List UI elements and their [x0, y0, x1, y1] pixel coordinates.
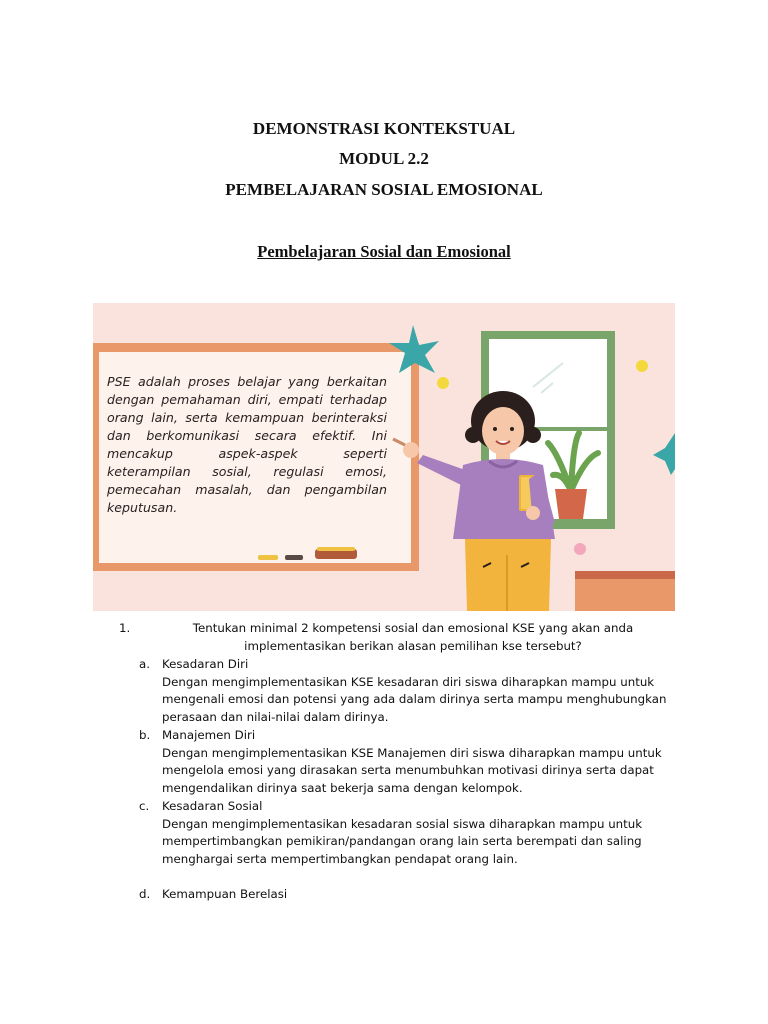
section-subtitle: Pembelajaran Sosial dan Emosional	[257, 242, 511, 261]
document-title-line-3: PEMBELAJARAN SOSIAL EMOSIONAL	[225, 180, 543, 199]
pse-illustration	[93, 303, 675, 611]
list-item-line: mempertimbangkan pemikiran/pandangan orang lain serta berempati dan saling	[162, 834, 642, 849]
list-item-line: menghargai serta mempertimbangkan pendapat orang lain.	[162, 852, 518, 867]
question-text: Tentukan minimal 2 kompetensi sosial dan emosional KSE yang akan anda implementasikan berikan alasan pemilihan kse tersebut?	[192, 621, 634, 653]
document-title-line-2: MODUL 2.2	[339, 149, 429, 168]
list-item-line: Dengan mengimplementasikan KSE kesadaran diri siswa diharapkan mampu untuk	[162, 674, 655, 689]
list-item-line: mengelola emosi yang dirasakan serta menumbuhkan motivasi dirinya serta dapat	[162, 763, 654, 778]
list-item-letter: a.	[139, 657, 150, 671]
list-item-line: mengendalikan dirinya saat bekerja sama dengan kelompok.	[162, 781, 523, 796]
list-item-body	[162, 656, 682, 727]
list-item-title: Manajemen Diri	[162, 728, 256, 742]
list-item-line: Dengan mengimplementasikan kesadaran sosial siswa diharapkan mampu untuk	[162, 816, 643, 831]
list-item-line: mengenali emosi dan potensi yang ada dalam dirinya serta mampu menghubungkan	[162, 692, 667, 707]
board-text: PSE adalah proses belajar yang berkaitan dengan pemahaman diri, empati terhadap orang lain, serta kemampuan berinteraksi dan berkomunikasi secara efektif. Ini mencakup aspek-aspek seperti keterampilan sosial, regulasi emosi, pemecahan masalah, dan pengambilan keputusan.	[107, 374, 387, 515]
list-item-body	[162, 798, 682, 869]
list-item-title: Kesadaran Diri	[162, 657, 249, 671]
list-item-body	[162, 886, 682, 904]
list-item-letter: c.	[139, 799, 150, 813]
question-number: 1.	[119, 621, 131, 635]
list-item-title: Kemampuan Berelasi	[162, 887, 288, 901]
list-item-letter: d.	[139, 887, 151, 901]
list-item-line: perasaan dan nilai-nilai dalam dirinya.	[162, 710, 389, 725]
list-item-line: Dengan mengimplementasikan KSE Manajemen diri siswa diharapkan mampu untuk	[162, 745, 662, 760]
document-title-line-1: DEMONSTRASI KONTEKSTUAL	[252, 119, 516, 138]
list-item-letter: b.	[139, 728, 151, 742]
list-item-body	[162, 727, 682, 798]
list-item-title: Kesadaran Sosial	[162, 799, 263, 813]
